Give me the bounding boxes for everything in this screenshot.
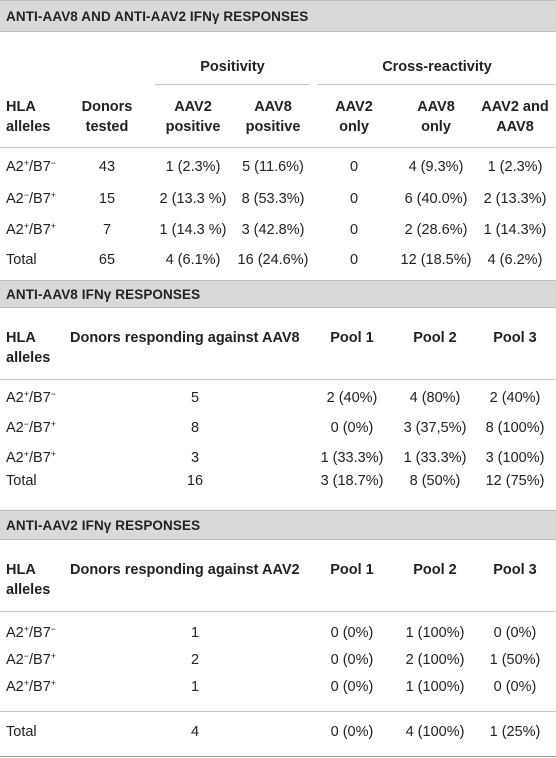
s1-row-2 [0, 191, 556, 213]
aav8-only: 4 (9.3%) [408, 159, 464, 175]
donors-responding: 2 [190, 652, 200, 668]
s3-header-rule [0, 611, 556, 612]
pool-2: 4 (100%) [405, 724, 465, 740]
aav2-only: 0 [349, 159, 359, 175]
section-2 [0, 280, 556, 506]
hla-allele: A2+/B7+ [6, 221, 57, 238]
section-1-title-text: ANTI-AAV8 AND ANTI-AAV2 IFNγ RESPONSES [6, 8, 309, 24]
pool-3: 8 (100%) [485, 420, 545, 436]
pool-3: 0 (0%) [493, 679, 537, 695]
pool-3: 2 (40%) [489, 390, 541, 406]
section-3-title [0, 510, 556, 540]
total-label: Total [6, 252, 37, 268]
pool-3: 1 (25%) [489, 724, 541, 740]
s1-total-row [0, 252, 556, 274]
donors-responding: 8 [190, 420, 200, 436]
hla-allele: A2+/B7+ [6, 678, 57, 695]
hla-allele: A2−/B7+ [6, 419, 57, 436]
col-aav2-positive: AAV2 positive [165, 99, 221, 135]
donors-responding: 3 [190, 450, 200, 466]
s3-total-row [0, 724, 556, 746]
hla-allele: A2+/B7− [6, 624, 57, 641]
aav2-positive: 4 (6.1%) [165, 252, 221, 268]
aav2-and-aav8: 1 (14.3%) [483, 222, 547, 238]
pool-1: 3 (18.7%) [320, 473, 384, 489]
col-pool-3: Pool 3 [493, 330, 537, 346]
total-label: Total [6, 724, 37, 740]
aav2-positive: 2 (13.3 %) [159, 191, 227, 207]
section-2-title-text: ANTI-AAV8 IFNγ RESPONSES [6, 286, 201, 302]
pool-2: 1 (100%) [405, 625, 465, 641]
donors-responding: 5 [190, 390, 200, 406]
pool-2: 1 (33.3%) [403, 450, 467, 466]
aav2-and-aav8: 2 (13.3%) [483, 191, 547, 207]
aav2-and-aav8: 4 (6.2%) [487, 252, 543, 268]
pool-2: 4 (80%) [409, 390, 461, 406]
aav8-only: 2 (28.6%) [404, 222, 468, 238]
s2-row-3 [0, 450, 556, 472]
aav2-only: 0 [349, 191, 359, 207]
s3-row-1 [0, 625, 556, 647]
aav8-positive: 16 (24.6%) [237, 252, 309, 268]
col-pool-2: Pool 2 [413, 562, 457, 578]
s3-total-rule [0, 711, 556, 712]
section-1 [0, 0, 556, 300]
pool-1: 0 (0%) [330, 420, 374, 436]
donors-tested: 15 [98, 191, 116, 207]
section-2-title [0, 280, 556, 308]
section-1-title [0, 0, 556, 32]
aav2-only: 0 [349, 222, 359, 238]
donors-responding: 16 [186, 473, 204, 489]
s3-row-2 [0, 652, 556, 674]
col-pool-1: Pool 1 [330, 330, 374, 346]
group-underline-cross [318, 84, 556, 85]
pool-1: 0 (0%) [330, 724, 374, 740]
donors-responding: 4 [190, 724, 200, 740]
pool-2: 8 (50%) [409, 473, 461, 489]
donors-tested: 7 [102, 222, 112, 238]
s2-total-row [0, 473, 556, 495]
table-bottom-rule [0, 756, 556, 757]
col-hla: HLA alleles [6, 330, 51, 366]
hla-allele: A2−/B7+ [6, 651, 57, 668]
col-aav8-only: AAV8 only [417, 99, 455, 135]
pool-3: 3 (100%) [485, 450, 545, 466]
s2-row-1 [0, 390, 556, 412]
col-donors-responding-aav2: Donors responding against AAV2 [70, 562, 300, 578]
pool-1: 2 (40%) [326, 390, 378, 406]
positivity-group-header: Positivity [200, 59, 265, 75]
pool-3: 1 (50%) [489, 652, 541, 668]
hla-allele: A2+/B7− [6, 389, 57, 406]
col-donors-tested: Donors tested [81, 99, 133, 135]
pool-3: 12 (75%) [485, 473, 545, 489]
hla-allele: A2+/B7− [6, 158, 57, 175]
donors-tested: 43 [98, 159, 116, 175]
pool-3: 0 (0%) [493, 625, 537, 641]
col-aav2-only: AAV2 only [335, 99, 373, 135]
aav2-positive: 1 (14.3 %) [159, 222, 227, 238]
col-donors-responding-aav8: Donors responding against AAV8 [70, 330, 300, 346]
aav2-positive: 1 (2.3%) [165, 159, 221, 175]
pool-1: 0 (0%) [330, 625, 374, 641]
pool-2: 2 (100%) [405, 652, 465, 668]
total-label: Total [6, 473, 37, 489]
pool-2: 3 (37,5%) [403, 420, 467, 436]
col-pool-1: Pool 1 [330, 562, 374, 578]
pool-1: 1 (33.3%) [320, 450, 384, 466]
col-pool-3: Pool 3 [493, 562, 537, 578]
s1-header-rule [0, 147, 556, 148]
aav2-and-aav8: 1 (2.3%) [487, 159, 543, 175]
section-3 [0, 510, 556, 758]
pool-1: 0 (0%) [330, 679, 374, 695]
group-underline-positivity [155, 84, 310, 85]
donors-responding: 1 [190, 679, 200, 695]
col-aav2-and-aav8: AAV2 and AAV8 [481, 99, 549, 135]
s1-row-3 [0, 222, 556, 244]
s1-row-1 [0, 159, 556, 181]
s2-header-rule [0, 379, 556, 380]
aav8-positive: 8 (53.3%) [241, 191, 305, 207]
aav2-only: 0 [349, 252, 359, 268]
col-aav8-positive: AAV8 positive [245, 99, 301, 135]
aav8-only: 6 (40.0%) [404, 191, 468, 207]
cross-reactivity-group-header: Cross-reactivity [382, 59, 492, 75]
aav8-positive: 3 (42.8%) [241, 222, 305, 238]
pool-1: 0 (0%) [330, 652, 374, 668]
col-hla: HLA alleles [6, 562, 51, 598]
hla-allele: A2−/B7+ [6, 190, 57, 207]
s3-row-3 [0, 679, 556, 701]
s2-row-2 [0, 420, 556, 442]
donors-responding: 1 [190, 625, 200, 641]
aav8-only: 12 (18.5%) [400, 252, 472, 268]
pool-2: 1 (100%) [405, 679, 465, 695]
donors-tested: 65 [98, 252, 116, 268]
col-hla: HLA alleles [6, 99, 51, 135]
section-3-title-text: ANTI-AAV2 IFNγ RESPONSES [6, 517, 201, 533]
aav8-positive: 5 (11.6%) [242, 159, 304, 175]
col-pool-2: Pool 2 [413, 330, 457, 346]
hla-allele: A2+/B7+ [6, 449, 57, 466]
